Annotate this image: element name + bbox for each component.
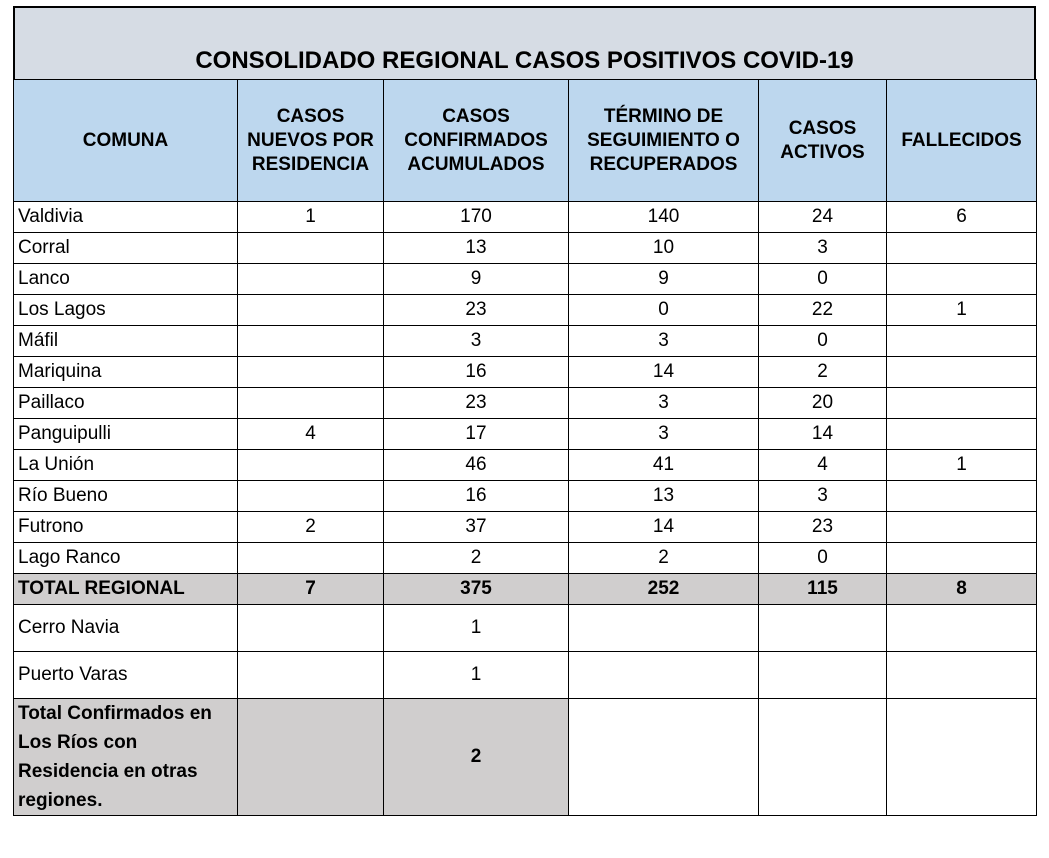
- comuna-cell: Máfil: [14, 326, 238, 357]
- table-row: [14, 388, 1037, 419]
- value-cell: 16: [384, 481, 569, 512]
- comuna-cell: Valdivia: [14, 202, 238, 233]
- other-region-row: [14, 652, 1037, 699]
- value-cell: 37: [384, 512, 569, 543]
- value-cell: 0: [759, 326, 887, 357]
- comuna-cell: Panguipulli: [14, 419, 238, 450]
- value-cell: 17: [384, 419, 569, 450]
- value-cell: [759, 699, 887, 816]
- value-cell: [569, 699, 759, 816]
- value-cell: 3: [759, 233, 887, 264]
- value-cell: 23: [384, 388, 569, 419]
- header-row: [14, 80, 1037, 202]
- table-body: [14, 202, 1037, 816]
- value-cell: 3: [569, 419, 759, 450]
- value-cell: 375: [384, 574, 569, 605]
- comuna-cell: Futrono: [14, 512, 238, 543]
- value-cell: 3: [569, 326, 759, 357]
- comuna-cell: Cerro Navia: [14, 605, 238, 652]
- column-header-recuperados: TÉRMINO DE SEGUIMIENTO O RECUPERADOS: [569, 80, 759, 202]
- value-cell: [238, 233, 384, 264]
- value-cell: 23: [384, 295, 569, 326]
- column-header-comuna: COMUNA: [14, 80, 238, 202]
- value-cell: 23: [759, 512, 887, 543]
- value-cell: [238, 388, 384, 419]
- value-cell: [759, 652, 887, 699]
- value-cell: [759, 605, 887, 652]
- value-cell: [887, 699, 1037, 816]
- value-cell: 7: [238, 574, 384, 605]
- value-cell: 20: [759, 388, 887, 419]
- value-cell: 140: [569, 202, 759, 233]
- value-cell: 0: [759, 543, 887, 574]
- value-cell: 10: [569, 233, 759, 264]
- table-row: [14, 543, 1037, 574]
- table-row: [14, 264, 1037, 295]
- table-row: [14, 512, 1037, 543]
- value-cell: [887, 419, 1037, 450]
- value-cell: [238, 450, 384, 481]
- value-cell: 1: [887, 295, 1037, 326]
- value-cell: 1: [384, 652, 569, 699]
- total-row: [14, 574, 1037, 605]
- value-cell: [887, 388, 1037, 419]
- value-cell: [238, 605, 384, 652]
- value-cell: [887, 512, 1037, 543]
- value-cell: [887, 233, 1037, 264]
- value-cell: [238, 326, 384, 357]
- value-cell: [887, 357, 1037, 388]
- value-cell: [238, 295, 384, 326]
- table-row: [14, 419, 1037, 450]
- value-cell: 2: [384, 699, 569, 816]
- value-cell: 14: [569, 357, 759, 388]
- table-row: [14, 295, 1037, 326]
- value-cell: [238, 699, 384, 816]
- value-cell: 13: [569, 481, 759, 512]
- value-cell: [238, 357, 384, 388]
- value-cell: 2: [238, 512, 384, 543]
- value-cell: [887, 652, 1037, 699]
- column-header-casos-nuevos: CASOS NUEVOS POR RESIDENCIA: [238, 80, 384, 202]
- value-cell: [238, 481, 384, 512]
- value-cell: 3: [569, 388, 759, 419]
- value-cell: 3: [384, 326, 569, 357]
- value-cell: 22: [759, 295, 887, 326]
- value-cell: 170: [384, 202, 569, 233]
- value-cell: 41: [569, 450, 759, 481]
- value-cell: 0: [569, 295, 759, 326]
- value-cell: [569, 605, 759, 652]
- value-cell: 9: [384, 264, 569, 295]
- value-cell: 1: [887, 450, 1037, 481]
- comuna-cell: Lago Ranco: [14, 543, 238, 574]
- value-cell: [887, 264, 1037, 295]
- value-cell: [887, 481, 1037, 512]
- value-cell: 3: [759, 481, 887, 512]
- value-cell: [238, 652, 384, 699]
- value-cell: 252: [569, 574, 759, 605]
- table-title: CONSOLIDADO REGIONAL CASOS POSITIVOS COVID-19: [195, 47, 854, 74]
- value-cell: [569, 652, 759, 699]
- other-region-row: [14, 605, 1037, 652]
- table-row: [14, 357, 1037, 388]
- table-row: [14, 481, 1037, 512]
- value-cell: 2: [569, 543, 759, 574]
- cases-table: [13, 79, 1037, 816]
- value-cell: 2: [384, 543, 569, 574]
- comuna-cell: La Unión: [14, 450, 238, 481]
- comuna-cell: Total Confirmados en Los Ríos con Residencia en otras regiones.: [14, 699, 238, 816]
- value-cell: 46: [384, 450, 569, 481]
- table-row: [14, 450, 1037, 481]
- table-row: [14, 326, 1037, 357]
- spreadsheet-table: [13, 6, 1036, 816]
- value-cell: 2: [759, 357, 887, 388]
- value-cell: 13: [384, 233, 569, 264]
- column-header-fallecidos: FALLECIDOS: [887, 80, 1037, 202]
- value-cell: 1: [384, 605, 569, 652]
- comuna-cell: Los Lagos: [14, 295, 238, 326]
- value-cell: 9: [569, 264, 759, 295]
- summary-row: [14, 699, 1037, 816]
- value-cell: [887, 605, 1037, 652]
- value-cell: [887, 326, 1037, 357]
- column-header-activos: CASOS ACTIVOS: [759, 80, 887, 202]
- comuna-cell: Lanco: [14, 264, 238, 295]
- value-cell: 1: [238, 202, 384, 233]
- value-cell: [238, 543, 384, 574]
- comuna-cell: TOTAL REGIONAL: [14, 574, 238, 605]
- value-cell: 115: [759, 574, 887, 605]
- value-cell: 4: [238, 419, 384, 450]
- value-cell: 16: [384, 357, 569, 388]
- column-header-confirmados: CASOS CONFIRMADOS ACUMULADOS: [384, 80, 569, 202]
- value-cell: 6: [887, 202, 1037, 233]
- title-bar: [13, 6, 1036, 79]
- value-cell: 14: [759, 419, 887, 450]
- value-cell: [238, 264, 384, 295]
- table-row: [14, 202, 1037, 233]
- table-row: [14, 233, 1037, 264]
- value-cell: 8: [887, 574, 1037, 605]
- value-cell: 0: [759, 264, 887, 295]
- value-cell: 4: [759, 450, 887, 481]
- comuna-cell: Puerto Varas: [14, 652, 238, 699]
- comuna-cell: Río Bueno: [14, 481, 238, 512]
- comuna-cell: Paillaco: [14, 388, 238, 419]
- value-cell: 14: [569, 512, 759, 543]
- value-cell: 24: [759, 202, 887, 233]
- comuna-cell: Mariquina: [14, 357, 238, 388]
- comuna-cell: Corral: [14, 233, 238, 264]
- value-cell: [887, 543, 1037, 574]
